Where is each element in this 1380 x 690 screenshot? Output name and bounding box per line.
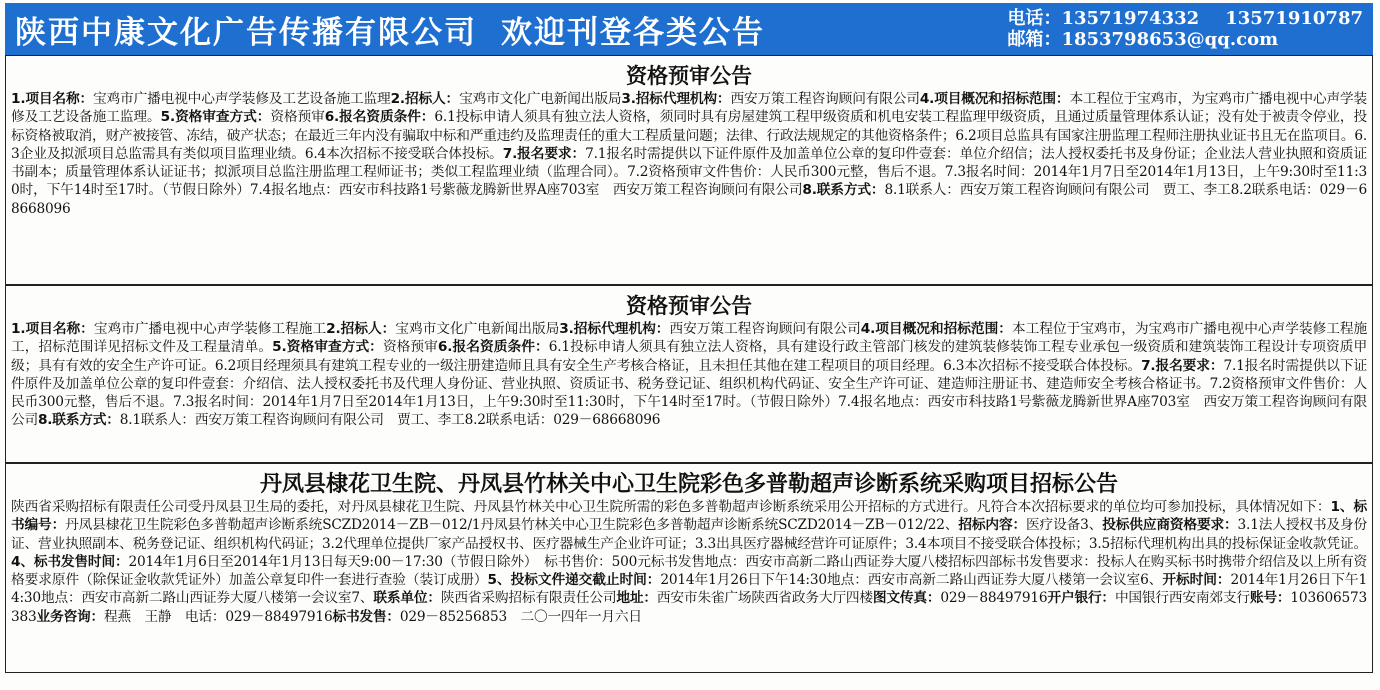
- field-label: 4.项目概况和招标范围：: [860, 321, 1012, 337]
- field-text: 2014年1月26日下午14:30地点：西安市高新二路山西证券大厦八楼第一会议室6、: [660, 572, 1163, 589]
- field-text: 西安万策工程咨询顾问有限公司: [730, 91, 920, 107]
- banner-contact: [1007, 8, 1363, 50]
- field-label: 5、投标文件递交截止时间：: [487, 572, 661, 589]
- field-text: 7.1报名时需提供以下证件原件及加盖单位公章的复印件壹套：单位介绍信；法人授权委托书及身份证；企业法人营业执照和资质证书副本；质量管理体系认证证书；拟派项目总监注册监理工程师证书；类似工程监理业绩（监理合同）。7.2资格预审文件售价：人民币300元整，售后不退。7.3报名时间：2014年1月7日至2014年1月13日，上午9:30时至11:30时，下午14时至17时。（节假日除外）7.4报名地点：西安市科技路1号紫薇龙腾新世界A座703室 西安万策工程咨询顾问有限公司: [11, 145, 1367, 199]
- field-text: 宝鸡市广播电视中心声学装修工程施工: [93, 321, 327, 337]
- field-text: 7.1报名时需提供以下证件原件及加盖单位公章的复印件壹套：介绍信、法人授权委托书及代理人身份证、营业执照、资质证书、税务登记证、组织机构代码证、安全生产许可证、建造师注册证书、建造师安全考核合格证书。7.2资格预审文件售价：人民币300元整，售后不退。7.3报名时间：2014年1月7日至2014年1月13日，上午9:30时至11:30时，下午14时至17时。（节假日除外）7.4报名地点：西安市科技路1号紫薇龙腾新世界A座703室 西安万策工程咨询顾问有限公司: [11, 357, 1367, 429]
- field-text: 2014年1月26日下午14:30地点：西安市高新二路山西证券大厦八楼第一会议室7、: [11, 572, 1367, 607]
- field-text: 本工程位于宝鸡市，为宝鸡市广播电视中心声学装修及工艺设备施工监理。: [11, 91, 1368, 126]
- phone-number-1: 13571974332: [1061, 8, 1200, 29]
- field-text: 103606573383: [11, 590, 1367, 625]
- notice-prequalification-construction: [5, 285, 1373, 463]
- field-label: 图文传真：: [872, 590, 941, 607]
- field-label: 账号：: [1249, 590, 1291, 607]
- field-label: 7.报名要求：: [502, 145, 586, 162]
- phone-label: 电话：: [1007, 8, 1062, 29]
- newspaper-ad-page: [5, 3, 1375, 683]
- field-label: 6.报名资质条件：: [324, 109, 435, 126]
- phone-line: [1007, 8, 1363, 29]
- field-text: 宝鸡市文化广电新闻出版局: [459, 91, 622, 107]
- field-text: 丹凤县棣花卫生院彩色多普勒超声诊断系统SCZD2014－ZB－012/1丹凤县竹林关中心卫生院彩色多普勒超声诊断系统SCZD2014－ZB－012/22、: [65, 517, 959, 534]
- field-label: 1.项目名称：: [11, 91, 93, 107]
- field-text: 8.1联系人：西安万策工程咨询顾问有限公司 贾工、李工8.2联系电话：029－68668096: [11, 182, 1368, 217]
- field-label: 1、标书编号：: [11, 499, 1367, 534]
- email-address: 1853798653@qq.com: [1061, 29, 1279, 50]
- field-text: 程燕 王静 电话：029－88497916: [103, 608, 333, 625]
- field-text: 2014年1月6日至2014年1月13日每天9:00－17:30（节假日除外） 标书售价：500元标书发售地点：西安市高新二路山西证券大厦八楼招标四部标书发售要求：投标人在购买标书时携带介绍信及以上所有资格要求原件（除保证金收款凭证外）加盖公章复印件一套进行查验（装订成册）: [11, 553, 1367, 589]
- field-label: 7.报名要求：: [1141, 357, 1224, 374]
- field-label: 2.招标人：: [326, 321, 396, 337]
- field-label: 8.联系方式：: [802, 182, 885, 199]
- notice-body: [11, 320, 1367, 430]
- company-banner: [5, 3, 1373, 55]
- field-label: 联系单位：: [373, 590, 441, 607]
- field-label: 1.项目名称：: [11, 321, 94, 337]
- field-label: 6.报名资质条件：: [437, 339, 549, 356]
- field-text: 宝鸡市广播电视中心声学装修及工艺设备施工监理: [93, 91, 391, 107]
- field-text: 西安市朱雀广场陕西省政务大厅四楼: [656, 590, 873, 607]
- field-label: 5.资格审查方式：: [272, 339, 383, 356]
- field-label: 4、标书发售时间：: [11, 553, 129, 570]
- field-label: 开标时间：: [1162, 572, 1231, 589]
- notice-body: [11, 90, 1367, 218]
- field-text: 西安万策工程咨询顾问有限公司: [669, 321, 861, 337]
- field-label: 8.联系方式：: [37, 412, 120, 429]
- notice-ultrasound-procurement-tender: [5, 463, 1373, 673]
- field-label: 2.招标人：: [390, 91, 460, 107]
- field-text: 本工程位于宝鸡市，为宝鸡市广播电视中心声学装修工程施工，招标范围详见招标文件及工程量清单。: [11, 321, 1368, 356]
- field-label: 地址：: [616, 590, 657, 607]
- field-label: 标书发售：: [332, 608, 400, 625]
- email-line: [1007, 29, 1363, 50]
- field-label: 3.招标代理机构：: [559, 321, 670, 337]
- company-name: 陕西中康文化广告传播有限公司: [15, 14, 477, 51]
- field-label: 3.招标代理机构：: [621, 91, 731, 107]
- field-text: 医疗设备3、: [1026, 517, 1103, 534]
- phone-number-2: 13571910787: [1225, 8, 1363, 29]
- field-label: 5.资格审查方式：: [160, 109, 271, 126]
- notice-title: 资格预审公告: [626, 63, 752, 88]
- notice-body: [11, 498, 1367, 626]
- field-text: 资格预审: [382, 339, 438, 356]
- field-label: 招标内容：: [958, 517, 1027, 534]
- field-label: 4.项目概况和招标范围：: [919, 91, 1070, 107]
- field-label: 开户银行：: [1047, 590, 1115, 607]
- notice-prequalification-supervision: [5, 55, 1373, 285]
- field-text: 6.1投标申请人须具有独立法人资格，须同时具有房屋建筑工程甲级资质和机电安装工程监理甲级资质，且通过质量管理体系认证；没有处于被责令停业，投标资格被取消，财产被接管、冻结，破产状态；在最近三年内没有骗取中标和严重违约及监理责任的重大工程质量问题；法律、行政法规规定的其他资格条件；6.2项目总监具有国家注册监理工程师注册执业证书且无在监项目。6.3企业及拟派项目总监需具有类似项目监理业绩。6.4本次招标不接受联合体投标。: [11, 109, 1367, 162]
- email-label: 邮箱：: [1007, 29, 1062, 50]
- field-text: 资格预审: [270, 109, 325, 126]
- field-label: 业务咨询：: [36, 608, 104, 625]
- field-label: 投标供应商资格要求：: [1102, 517, 1238, 534]
- field-text: 中国银行西安南郊支行: [1114, 590, 1250, 607]
- field-text: 陕西省采购招标有限责任公司: [440, 590, 617, 607]
- field-text: 宝鸡市文化广电新闻出版局: [395, 321, 560, 337]
- notice-title: 资格预审公告: [626, 293, 752, 318]
- field-text: 029－88497916: [940, 590, 1048, 607]
- welcome-slogan: 欢迎刊登各类公告: [501, 14, 765, 51]
- field-text: 8.1联系人：西安万策工程咨询顾问有限公司 贾工、李工8.2联系电话：029－68668096: [119, 412, 661, 429]
- field-text: 3.1法人授权书及身份证、营业执照副本、税务登记证、组织机构代码证；3.2代理单位提供厂家产品授权书、医疗器械生产企业许可证；3.3出具医疗器械经营许可证原件；3.4本项目不接受联合体投标；3.5招标代理机构出具的投标保证金收款凭证。: [11, 517, 1367, 552]
- field-text: 6.1投标申请人须具有独立法人资格，具有建设行政主管部门核发的建筑装修装饰工程专业承包一级资质和建筑装饰工程设计专项资质甲级；具有有效的安全生产许可证。6.2项目经理须具有建筑工程专业的一级注册建造师且具有安全生产考核合格证，且未担任其他在建工程项目的项目经理。6.3本次招标不接受联合体投标。: [11, 339, 1368, 374]
- field-text: 029－85256853 二〇一四年一月六日: [399, 608, 642, 625]
- notice-title: 丹凤县棣花卫生院、丹凤县竹林关中心卫生院彩色多普勒超声诊断系统采购项目招标公告: [259, 471, 1118, 497]
- field-text: 陕西省采购招标有限责任公司受丹凤县卫生局的委托，对丹凤县棣花卫生院、丹凤县竹林关中心卫生院所需的彩色多普勒超声诊断系统采用公开招标的方式进行。凡符合本次招标要求的单位均可参加投标，具体情况如下：: [11, 499, 1331, 515]
